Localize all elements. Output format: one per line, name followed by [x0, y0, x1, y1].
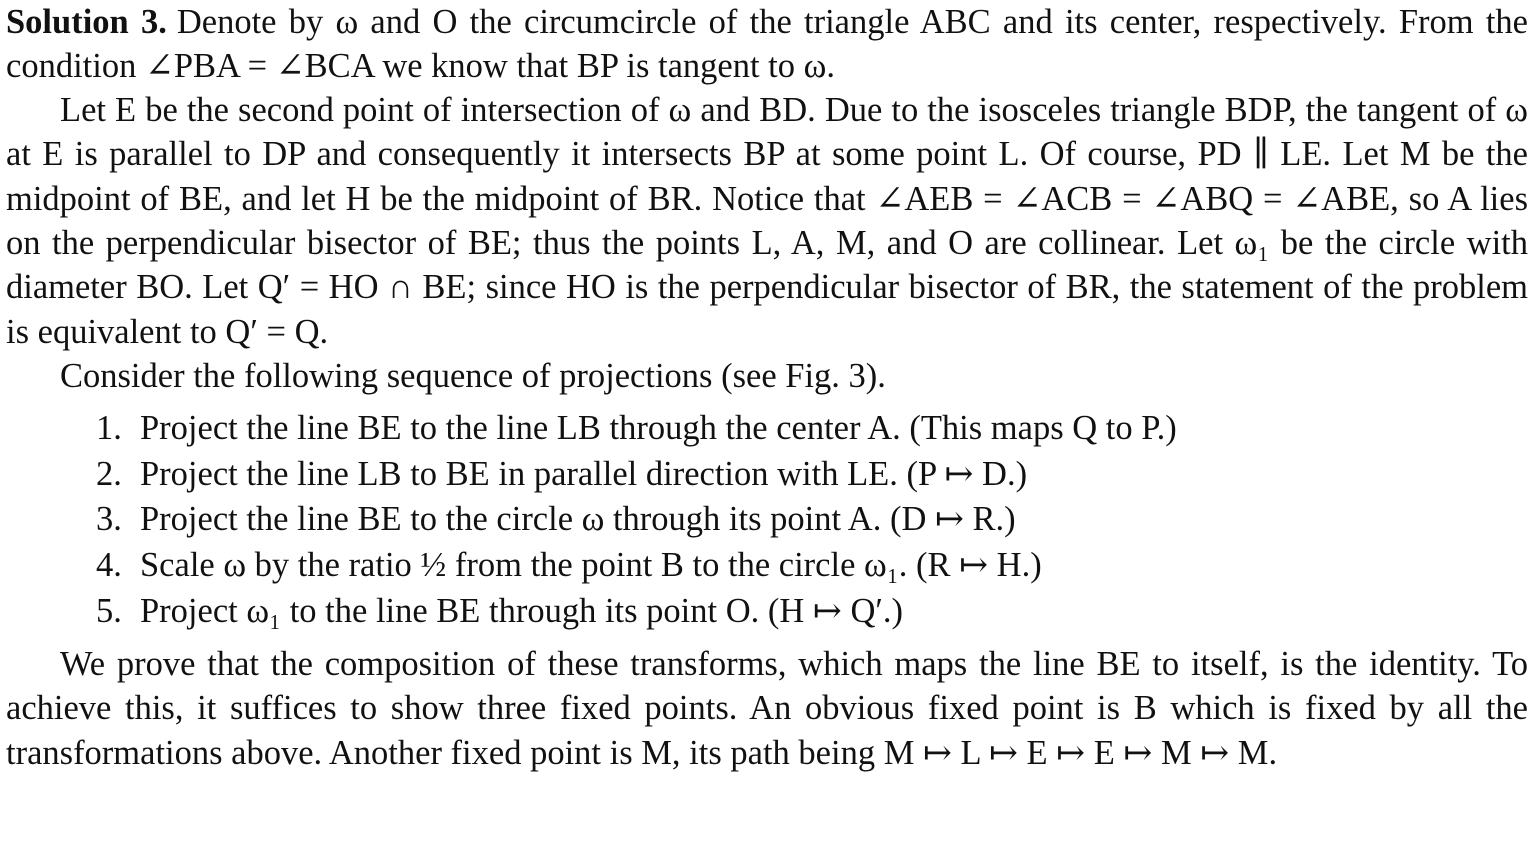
- step-text: Project the line LB to BE in parallel direction with LE. (P ↦ D.): [140, 454, 1028, 493]
- step-number: 1.: [96, 409, 122, 448]
- step-number: 3.: [96, 500, 122, 539]
- intro-text: Denote by ω and O the circumcircle of the triangle ABC and its center, respectively. From the condition ∠PBA = ∠BCA we know that BP is tangent to ω.: [6, 2, 1528, 85]
- step-text: Scale ω by the ratio ½ from the point B to the circle ω₁. (R ↦ H.): [140, 545, 1042, 584]
- step-number: 4.: [96, 545, 122, 584]
- step-text: Project the line BE to the line LB through the center A. (This maps Q to P.): [140, 409, 1177, 448]
- list-item: [96, 543, 1528, 589]
- solution-paragraph-main: Let E be the second point of intersection of ω and BD. Due to the isosceles triangle BDP, the tangent of ω at E is parallel to DP and consequently it intersects BP at some point L. Of course, PD ∥ LE. Let M be the midpoint of BE, and let H be the midpoint of BR. Notice that ∠AEB = ∠ACB = ∠ABQ = ∠ABE, so A lies on the perpendicular bisector of BE; thus the points L, A, M, and O are collinear. Let ω₁ be the circle with diameter BO. Let Q′ = HO ∩ BE; since HO is the perpendicular bisector of BR, the statement of the problem is equivalent to Q′ = Q.: [6, 91, 1528, 351]
- list-item: [96, 589, 1528, 635]
- list-item: [96, 497, 1528, 543]
- projection-steps-list: [6, 406, 1528, 634]
- solution-paragraph-intro: [6, 0, 1528, 88]
- projections-intro: Consider the following sequence of projections (see Fig. 3).: [60, 356, 886, 395]
- step-number: 5.: [96, 591, 122, 630]
- solution-paragraph-conclusion: We prove that the composition of these transforms, which maps the line BE to itself, is the identity. To achieve this, it suffices to show three fixed points. An obvious fixed point is B which is fixed by all the transformations above. Another fixed point is M, its path being M ↦ L ↦ E ↦ E ↦ M ↦ M.: [6, 645, 1528, 772]
- step-text: Project ω₁ to the line BE through its point O. (H ↦ Q′.): [140, 591, 904, 630]
- list-item: [96, 406, 1528, 452]
- list-item: [96, 452, 1528, 498]
- step-number: 2.: [96, 454, 122, 493]
- step-text: Project the line BE to the circle ω through its point A. (D ↦ R.): [140, 500, 1016, 539]
- solution-heading: Solution 3.: [6, 2, 167, 41]
